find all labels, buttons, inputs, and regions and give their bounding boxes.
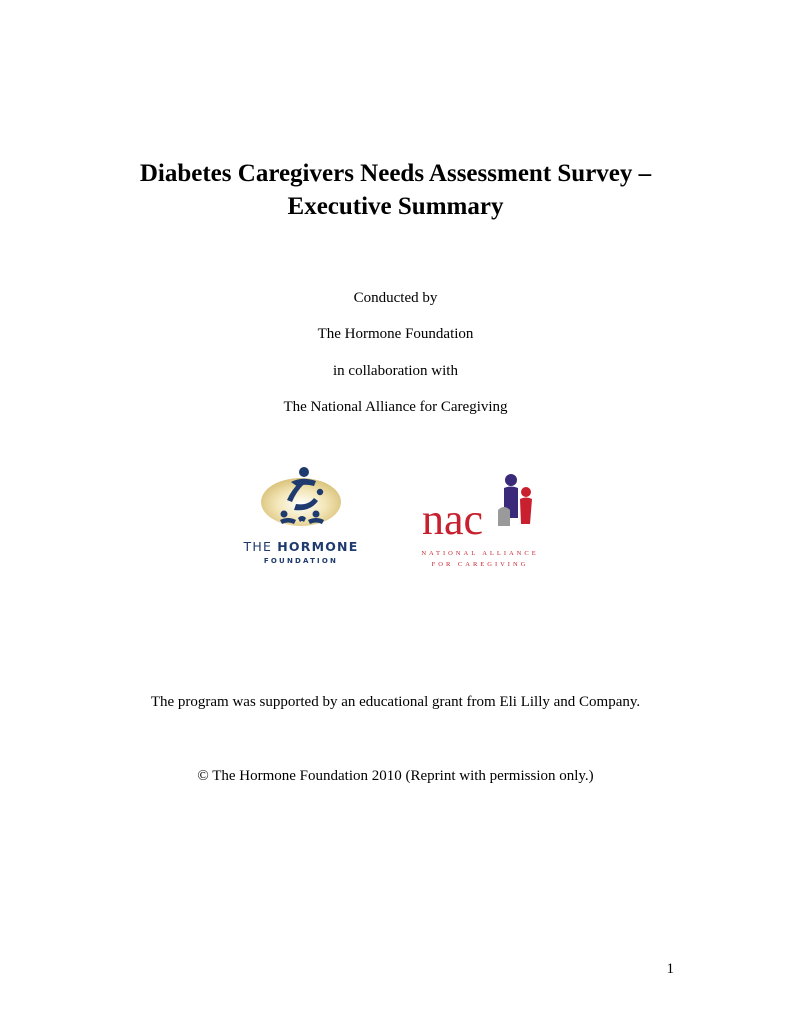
page-number: 1 (666, 961, 674, 977)
nac-logo-line-2: FOR CAREGIVING (431, 561, 529, 568)
nac-logo-line-1: NATIONAL ALLIANCE (421, 550, 539, 557)
partner-name: The National Alliance for Caregiving (283, 399, 508, 415)
title-line-2: Executive Summary (287, 193, 504, 220)
hf-logo-line-2: FOUNDATION (263, 557, 339, 565)
collaboration-label: in collaboration with (333, 363, 458, 379)
title-line-1: Diabetes Caregivers Needs Assessment Survey – (139, 160, 652, 187)
nac-logo (418, 468, 542, 572)
nac-figures-icon (498, 474, 532, 526)
document-title (0, 157, 791, 223)
hormone-foundation-logo (236, 462, 366, 570)
conducted-by-label: Conducted by (353, 290, 438, 306)
grant-note: The program was supported by an educational grant from Eli Lilly and Company. (150, 694, 641, 710)
nac-wordmark: nac (422, 495, 484, 544)
hf-logo-line-1: THE HORMONE (243, 539, 359, 554)
organization-name: The Hormone Foundation (317, 326, 474, 342)
copyright-notice: © The Hormone Foundation 2010 (Reprint with permission only.) (197, 768, 594, 784)
